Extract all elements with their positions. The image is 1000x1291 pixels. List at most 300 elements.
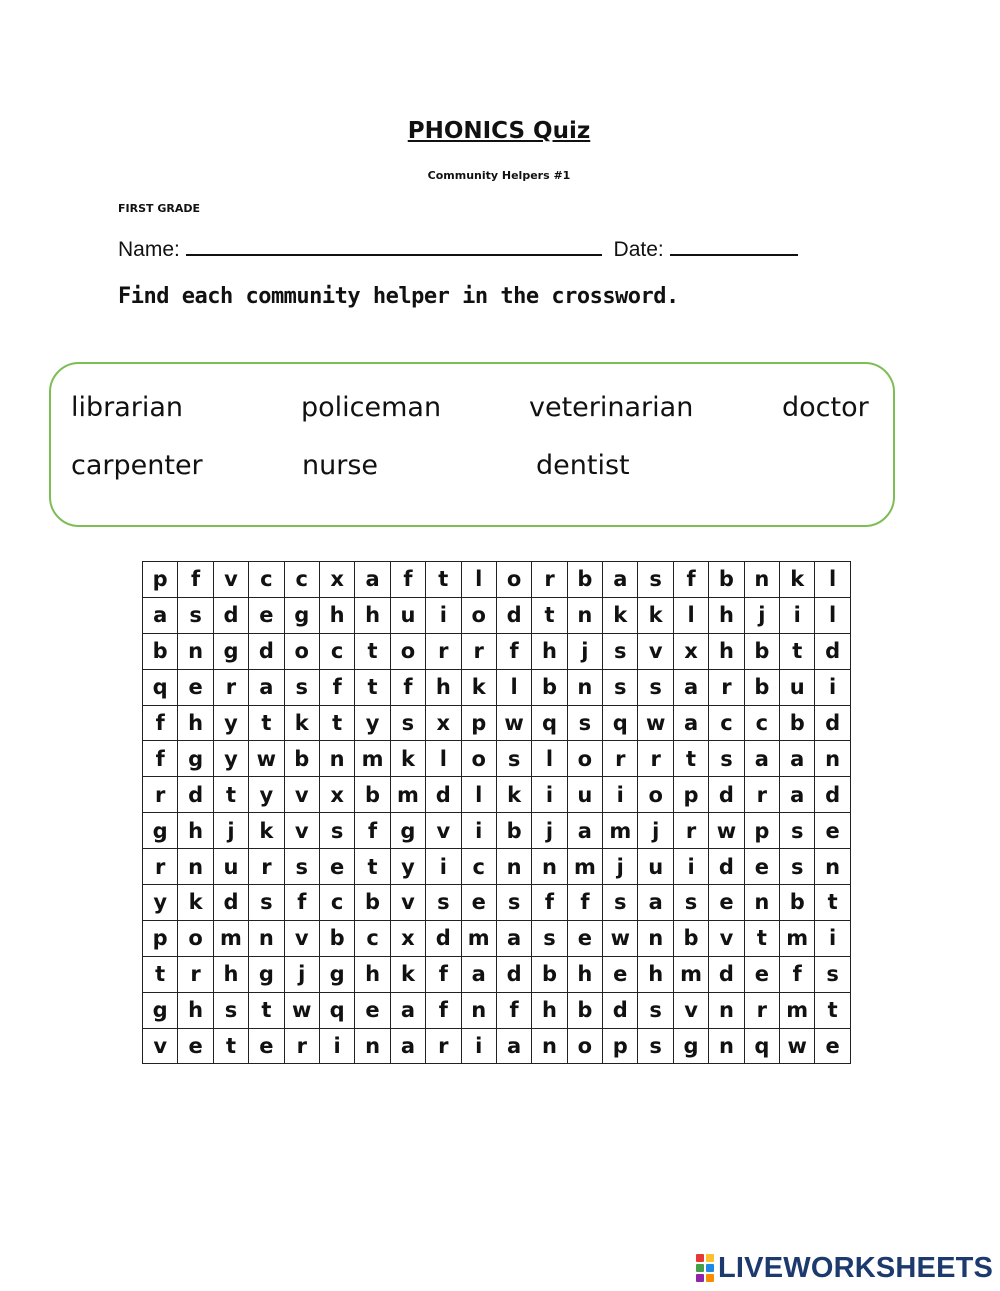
- grid-cell[interactable]: n: [744, 885, 779, 921]
- grid-cell[interactable]: s: [780, 813, 815, 849]
- grid-cell[interactable]: t: [744, 920, 779, 956]
- grid-row: [143, 777, 851, 813]
- grid-cell[interactable]: g: [284, 597, 319, 633]
- grid-cell[interactable]: l: [673, 597, 708, 633]
- grid-cell[interactable]: g: [143, 992, 178, 1028]
- grid-cell[interactable]: i: [780, 597, 815, 633]
- grid-cell[interactable]: a: [355, 562, 390, 598]
- grid-cell[interactable]: h: [355, 956, 390, 992]
- grid-cell[interactable]: f: [426, 992, 461, 1028]
- grid-cell[interactable]: j: [532, 813, 567, 849]
- grid-cell[interactable]: t: [426, 562, 461, 598]
- grid-cell[interactable]: h: [178, 705, 213, 741]
- grid-cell[interactable]: k: [390, 741, 425, 777]
- grid-cell[interactable]: a: [496, 1028, 531, 1064]
- grid-cell[interactable]: n: [815, 741, 850, 777]
- grid-cell[interactable]: e: [319, 849, 354, 885]
- grid-cell[interactable]: c: [284, 562, 319, 598]
- grid-cell[interactable]: f: [143, 705, 178, 741]
- grid-cell[interactable]: t: [815, 885, 850, 921]
- grid-cell[interactable]: o: [567, 741, 602, 777]
- grid-cell[interactable]: b: [496, 813, 531, 849]
- grid-cell[interactable]: m: [461, 920, 496, 956]
- grid-cell[interactable]: r: [284, 1028, 319, 1064]
- grid-cell[interactable]: o: [496, 562, 531, 598]
- grid-cell[interactable]: b: [709, 562, 744, 598]
- grid-cell[interactable]: g: [213, 633, 248, 669]
- grid-cell[interactable]: o: [638, 777, 673, 813]
- grid-cell[interactable]: q: [143, 669, 178, 705]
- grid-cell[interactable]: u: [780, 669, 815, 705]
- grid-cell[interactable]: s: [390, 705, 425, 741]
- grid-cell[interactable]: c: [461, 849, 496, 885]
- grid-row: [143, 885, 851, 921]
- grid-cell[interactable]: i: [603, 777, 638, 813]
- grid-cell[interactable]: s: [178, 597, 213, 633]
- grid-cell[interactable]: l: [815, 562, 850, 598]
- grid-cell[interactable]: i: [673, 849, 708, 885]
- grid-cell[interactable]: r: [532, 562, 567, 598]
- grid-cell[interactable]: w: [284, 992, 319, 1028]
- grid-cell[interactable]: l: [532, 741, 567, 777]
- grid-cell[interactable]: m: [673, 956, 708, 992]
- grid-cell[interactable]: h: [178, 992, 213, 1028]
- word-bank-item: veterinarian: [529, 392, 694, 423]
- grid-cell[interactable]: f: [143, 741, 178, 777]
- grid-cell[interactable]: f: [426, 956, 461, 992]
- grid-cell[interactable]: s: [638, 992, 673, 1028]
- grid-cell[interactable]: i: [461, 813, 496, 849]
- grid-cell[interactable]: m: [390, 777, 425, 813]
- grid-cell[interactable]: d: [603, 992, 638, 1028]
- grid-cell[interactable]: d: [709, 956, 744, 992]
- grid-cell[interactable]: a: [780, 777, 815, 813]
- grid-cell[interactable]: b: [780, 885, 815, 921]
- grid-cell[interactable]: w: [780, 1028, 815, 1064]
- grid-cell[interactable]: l: [496, 669, 531, 705]
- grid-cell[interactable]: n: [638, 920, 673, 956]
- grid-cell[interactable]: c: [709, 705, 744, 741]
- grid-cell[interactable]: m: [567, 849, 602, 885]
- grid-cell[interactable]: f: [284, 885, 319, 921]
- grid-cell[interactable]: b: [532, 669, 567, 705]
- grid-cell[interactable]: s: [815, 956, 850, 992]
- grid-cell[interactable]: f: [567, 885, 602, 921]
- grid-cell[interactable]: m: [603, 813, 638, 849]
- grid-cell[interactable]: x: [426, 705, 461, 741]
- grid-cell[interactable]: t: [673, 741, 708, 777]
- grid-cell[interactable]: a: [143, 597, 178, 633]
- grid-cell[interactable]: x: [319, 777, 354, 813]
- grid-cell[interactable]: d: [178, 777, 213, 813]
- grid-cell[interactable]: b: [744, 633, 779, 669]
- grid-cell[interactable]: h: [567, 956, 602, 992]
- grid-cell[interactable]: q: [603, 705, 638, 741]
- grid-cell[interactable]: a: [249, 669, 284, 705]
- grid-cell[interactable]: c: [249, 562, 284, 598]
- grid-cell[interactable]: w: [496, 705, 531, 741]
- name-label: Name:: [118, 238, 180, 261]
- grid-cell[interactable]: d: [709, 849, 744, 885]
- grid-cell[interactable]: s: [567, 705, 602, 741]
- grid-cell[interactable]: r: [178, 956, 213, 992]
- grid-cell[interactable]: r: [143, 849, 178, 885]
- grid-cell[interactable]: l: [461, 777, 496, 813]
- grid-cell[interactable]: d: [815, 777, 850, 813]
- grid-cell[interactable]: t: [143, 956, 178, 992]
- grid-cell[interactable]: m: [355, 741, 390, 777]
- grid-cell[interactable]: o: [567, 1028, 602, 1064]
- grid-cell[interactable]: t: [213, 1028, 248, 1064]
- grid-cell[interactable]: a: [567, 813, 602, 849]
- grid-cell[interactable]: p: [673, 777, 708, 813]
- grid-cell[interactable]: n: [532, 1028, 567, 1064]
- grid-cell[interactable]: d: [249, 633, 284, 669]
- grid-cell[interactable]: e: [744, 849, 779, 885]
- grid-cell[interactable]: e: [178, 1028, 213, 1064]
- grid-cell[interactable]: s: [284, 669, 319, 705]
- grid-cell[interactable]: o: [461, 741, 496, 777]
- grid-cell[interactable]: n: [815, 849, 850, 885]
- grid-cell[interactable]: h: [213, 956, 248, 992]
- grid-cell[interactable]: i: [815, 669, 850, 705]
- grid-cell[interactable]: g: [390, 813, 425, 849]
- grid-cell[interactable]: s: [249, 885, 284, 921]
- grid-cell[interactable]: j: [638, 813, 673, 849]
- grid-cell[interactable]: r: [249, 849, 284, 885]
- grid-cell[interactable]: b: [284, 741, 319, 777]
- grid-cell[interactable]: s: [319, 813, 354, 849]
- grid-cell[interactable]: y: [390, 849, 425, 885]
- grid-cell[interactable]: s: [532, 920, 567, 956]
- grid-cell[interactable]: c: [355, 920, 390, 956]
- grid-cell[interactable]: b: [673, 920, 708, 956]
- grid-cell[interactable]: r: [638, 741, 673, 777]
- grid-cell[interactable]: a: [673, 669, 708, 705]
- grid-cell[interactable]: v: [709, 920, 744, 956]
- grid-cell[interactable]: n: [709, 992, 744, 1028]
- grid-cell[interactable]: a: [744, 741, 779, 777]
- grid-cell[interactable]: v: [426, 813, 461, 849]
- grid-cell[interactable]: y: [249, 777, 284, 813]
- grid-cell[interactable]: r: [143, 777, 178, 813]
- grid-cell[interactable]: j: [603, 849, 638, 885]
- grid-row: [143, 669, 851, 705]
- grid-cell[interactable]: u: [213, 849, 248, 885]
- grid-cell[interactable]: e: [709, 885, 744, 921]
- grid-cell[interactable]: o: [390, 633, 425, 669]
- grid-cell[interactable]: h: [532, 633, 567, 669]
- grid-cell[interactable]: e: [815, 1028, 850, 1064]
- grid-cell[interactable]: f: [496, 992, 531, 1028]
- grid-cell[interactable]: k: [390, 956, 425, 992]
- grid-cell[interactable]: v: [143, 1028, 178, 1064]
- grid-cell[interactable]: f: [532, 885, 567, 921]
- grid-cell[interactable]: b: [780, 705, 815, 741]
- grid-cell[interactable]: c: [319, 885, 354, 921]
- quiz-subtitle: Community Helpers #1: [427, 169, 571, 182]
- grid-cell[interactable]: s: [496, 885, 531, 921]
- grid-cell[interactable]: w: [638, 705, 673, 741]
- grid-cell[interactable]: x: [390, 920, 425, 956]
- grid-cell[interactable]: r: [673, 813, 708, 849]
- grid-cell[interactable]: t: [319, 705, 354, 741]
- logo-text: LIVEWORKSHEETS: [718, 1251, 994, 1284]
- grid-cell[interactable]: n: [249, 920, 284, 956]
- grid-cell[interactable]: a: [638, 885, 673, 921]
- grid-cell[interactable]: h: [319, 597, 354, 633]
- grid-cell[interactable]: i: [426, 849, 461, 885]
- grid-cell[interactable]: s: [603, 885, 638, 921]
- grid-cell[interactable]: l: [426, 741, 461, 777]
- grid-cell[interactable]: h: [638, 956, 673, 992]
- grid-cell[interactable]: a: [603, 562, 638, 598]
- grid-cell[interactable]: n: [567, 597, 602, 633]
- grid-cell[interactable]: s: [426, 885, 461, 921]
- grid-cell[interactable]: g: [319, 956, 354, 992]
- grid-cell[interactable]: k: [496, 777, 531, 813]
- grid-cell[interactable]: t: [249, 705, 284, 741]
- grid-row: [143, 597, 851, 633]
- grid-cell[interactable]: n: [178, 633, 213, 669]
- grid-cell[interactable]: h: [709, 633, 744, 669]
- grid-cell[interactable]: e: [355, 992, 390, 1028]
- grid-cell[interactable]: v: [213, 562, 248, 598]
- grid-cell[interactable]: r: [603, 741, 638, 777]
- grid-cell[interactable]: f: [319, 669, 354, 705]
- grid-cell[interactable]: q: [744, 1028, 779, 1064]
- grid-cell[interactable]: k: [603, 597, 638, 633]
- grid-cell[interactable]: h: [532, 992, 567, 1028]
- grid-cell[interactable]: d: [709, 777, 744, 813]
- grid-cell[interactable]: s: [638, 562, 673, 598]
- grid-cell[interactable]: n: [461, 992, 496, 1028]
- grid-cell[interactable]: x: [319, 562, 354, 598]
- grid-cell[interactable]: t: [780, 633, 815, 669]
- grid-cell[interactable]: m: [780, 920, 815, 956]
- grid-cell[interactable]: g: [249, 956, 284, 992]
- grid-cell[interactable]: s: [603, 633, 638, 669]
- grid-cell[interactable]: s: [673, 885, 708, 921]
- grid-cell[interactable]: h: [178, 813, 213, 849]
- grid-cell[interactable]: u: [390, 597, 425, 633]
- grid-cell[interactable]: c: [319, 633, 354, 669]
- grid-cell[interactable]: d: [426, 777, 461, 813]
- grid-cell[interactable]: e: [249, 597, 284, 633]
- grid-cell[interactable]: e: [603, 956, 638, 992]
- grid-cell[interactable]: a: [673, 705, 708, 741]
- grid-cell[interactable]: t: [532, 597, 567, 633]
- grid-cell[interactable]: r: [709, 669, 744, 705]
- grid-cell[interactable]: f: [390, 562, 425, 598]
- grid-cell[interactable]: q: [319, 992, 354, 1028]
- grid-cell[interactable]: e: [249, 1028, 284, 1064]
- grid-cell[interactable]: w: [249, 741, 284, 777]
- grid-cell[interactable]: w: [603, 920, 638, 956]
- grid-cell[interactable]: r: [744, 777, 779, 813]
- grid-cell[interactable]: f: [178, 562, 213, 598]
- word-bank-item: doctor: [782, 392, 869, 423]
- grid-cell[interactable]: d: [426, 920, 461, 956]
- date-field[interactable]: [670, 234, 798, 256]
- grid-cell[interactable]: o: [461, 597, 496, 633]
- grid-cell[interactable]: m: [780, 992, 815, 1028]
- grid-cell[interactable]: k: [249, 813, 284, 849]
- grid-cell[interactable]: o: [284, 633, 319, 669]
- grid-cell[interactable]: b: [143, 633, 178, 669]
- grid-cell[interactable]: n: [178, 849, 213, 885]
- grid-cell[interactable]: a: [780, 741, 815, 777]
- grid-cell[interactable]: v: [390, 885, 425, 921]
- logo-square: [696, 1264, 704, 1272]
- grid-cell[interactable]: d: [815, 633, 850, 669]
- grid-cell[interactable]: r: [461, 633, 496, 669]
- grid-cell[interactable]: v: [284, 920, 319, 956]
- grid-cell[interactable]: d: [496, 956, 531, 992]
- grid-cell[interactable]: i: [815, 920, 850, 956]
- grid-cell[interactable]: r: [426, 633, 461, 669]
- grid-cell[interactable]: p: [744, 813, 779, 849]
- grid-cell[interactable]: x: [673, 633, 708, 669]
- grid-cell[interactable]: g: [143, 813, 178, 849]
- grid-cell[interactable]: y: [143, 885, 178, 921]
- grid-cell[interactable]: s: [603, 669, 638, 705]
- grid-cell[interactable]: w: [709, 813, 744, 849]
- grid-cell[interactable]: b: [355, 885, 390, 921]
- word-bank: [49, 362, 895, 527]
- grid-cell[interactable]: e: [567, 920, 602, 956]
- grid-cell[interactable]: k: [638, 597, 673, 633]
- grid-cell[interactable]: a: [390, 1028, 425, 1064]
- grid-cell[interactable]: s: [496, 741, 531, 777]
- grid-cell[interactable]: n: [532, 849, 567, 885]
- grid-cell[interactable]: s: [638, 1028, 673, 1064]
- grid-cell[interactable]: y: [213, 705, 248, 741]
- grid-cell[interactable]: l: [461, 562, 496, 598]
- grid-cell[interactable]: i: [532, 777, 567, 813]
- grid-cell[interactable]: f: [496, 633, 531, 669]
- grid-cell[interactable]: r: [213, 669, 248, 705]
- logo-mark-icon: [696, 1254, 714, 1282]
- grid-cell[interactable]: v: [284, 777, 319, 813]
- grid-cell[interactable]: s: [638, 669, 673, 705]
- grid-cell[interactable]: b: [532, 956, 567, 992]
- grid-cell[interactable]: e: [815, 813, 850, 849]
- grid-cell[interactable]: s: [709, 741, 744, 777]
- grid-cell[interactable]: b: [744, 669, 779, 705]
- grid-cell[interactable]: l: [815, 597, 850, 633]
- grid-cell[interactable]: s: [284, 849, 319, 885]
- grid-cell[interactable]: g: [673, 1028, 708, 1064]
- grid-cell[interactable]: k: [284, 705, 319, 741]
- grid-cell[interactable]: d: [213, 885, 248, 921]
- grid-cell[interactable]: u: [638, 849, 673, 885]
- grid-cell[interactable]: i: [461, 1028, 496, 1064]
- grid-cell[interactable]: f: [390, 669, 425, 705]
- logo-square: [696, 1254, 704, 1262]
- grid-cell[interactable]: n: [709, 1028, 744, 1064]
- grid-cell[interactable]: k: [178, 885, 213, 921]
- grid-cell[interactable]: v: [638, 633, 673, 669]
- grid-cell[interactable]: g: [178, 741, 213, 777]
- grid-cell[interactable]: f: [780, 956, 815, 992]
- grid-cell[interactable]: t: [355, 669, 390, 705]
- grid-cell[interactable]: v: [284, 813, 319, 849]
- grid-row: [143, 992, 851, 1028]
- grid-cell[interactable]: p: [603, 1028, 638, 1064]
- grid-cell[interactable]: a: [390, 992, 425, 1028]
- grid-cell[interactable]: s: [780, 849, 815, 885]
- grid-cell[interactable]: n: [496, 849, 531, 885]
- grid-cell[interactable]: j: [567, 633, 602, 669]
- grid-cell[interactable]: u: [567, 777, 602, 813]
- grid-cell[interactable]: i: [426, 597, 461, 633]
- grid-cell[interactable]: f: [355, 813, 390, 849]
- grid-cell[interactable]: s: [213, 992, 248, 1028]
- grid-cell[interactable]: b: [319, 920, 354, 956]
- grid-cell[interactable]: p: [143, 920, 178, 956]
- grid-cell[interactable]: d: [815, 705, 850, 741]
- grid-cell[interactable]: n: [355, 1028, 390, 1064]
- logo-square: [696, 1274, 704, 1282]
- grid-cell[interactable]: k: [461, 669, 496, 705]
- grid-cell[interactable]: q: [532, 705, 567, 741]
- grid-cell[interactable]: m: [213, 920, 248, 956]
- grid-cell[interactable]: t: [355, 849, 390, 885]
- grid-cell[interactable]: d: [496, 597, 531, 633]
- grid-cell[interactable]: a: [461, 956, 496, 992]
- name-field[interactable]: [186, 234, 602, 256]
- grid-cell[interactable]: y: [355, 705, 390, 741]
- grid-cell[interactable]: o: [178, 920, 213, 956]
- grid-cell[interactable]: f: [673, 562, 708, 598]
- grid-cell[interactable]: e: [178, 669, 213, 705]
- grid-row: [143, 1028, 851, 1064]
- grid-cell[interactable]: n: [744, 562, 779, 598]
- grid-cell[interactable]: i: [319, 1028, 354, 1064]
- grid-cell[interactable]: p: [143, 562, 178, 598]
- grid-cell[interactable]: e: [461, 885, 496, 921]
- grid-cell[interactable]: e: [744, 956, 779, 992]
- grid-cell[interactable]: j: [213, 813, 248, 849]
- grid-cell[interactable]: d: [213, 597, 248, 633]
- grid-cell[interactable]: n: [567, 669, 602, 705]
- grid-cell[interactable]: a: [496, 920, 531, 956]
- grid-row: [143, 705, 851, 741]
- grid-cell[interactable]: t: [355, 633, 390, 669]
- grid-cell[interactable]: c: [744, 705, 779, 741]
- grid-cell[interactable]: h: [355, 597, 390, 633]
- grid-cell[interactable]: h: [709, 597, 744, 633]
- grid-cell[interactable]: r: [426, 1028, 461, 1064]
- grid-cell[interactable]: b: [567, 992, 602, 1028]
- grid-cell[interactable]: t: [815, 992, 850, 1028]
- grid-cell[interactable]: h: [426, 669, 461, 705]
- grid-row: [143, 741, 851, 777]
- grid-cell[interactable]: j: [744, 597, 779, 633]
- grid-cell[interactable]: v: [673, 992, 708, 1028]
- grid-cell[interactable]: t: [249, 992, 284, 1028]
- grid-cell[interactable]: b: [355, 777, 390, 813]
- grid-cell[interactable]: p: [461, 705, 496, 741]
- grid-cell[interactable]: b: [567, 562, 602, 598]
- grid-cell[interactable]: j: [284, 956, 319, 992]
- grid-cell[interactable]: k: [780, 562, 815, 598]
- grid-cell[interactable]: t: [213, 777, 248, 813]
- grid-cell[interactable]: r: [744, 992, 779, 1028]
- grid-cell[interactable]: n: [319, 741, 354, 777]
- grid-cell[interactable]: y: [213, 741, 248, 777]
